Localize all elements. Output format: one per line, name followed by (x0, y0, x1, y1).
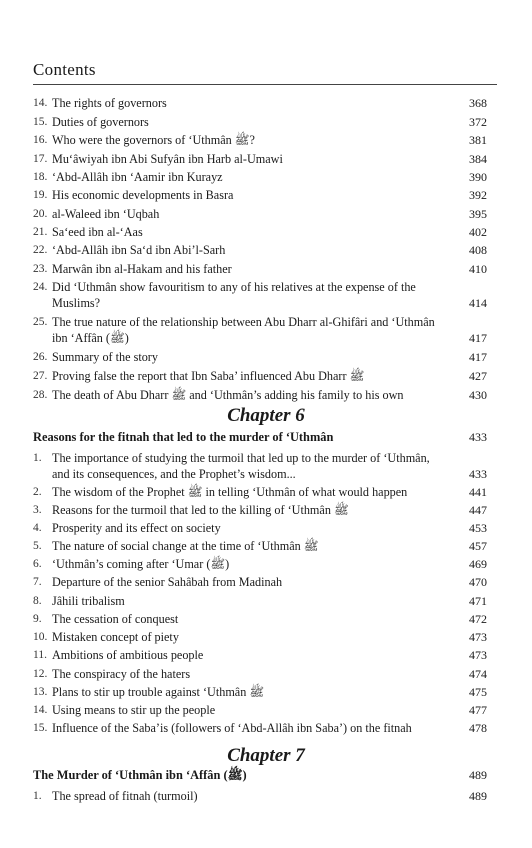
toc-entry-title: The nature of social change at the time of ‘Uthmân ﷺ (52, 539, 319, 553)
toc-entry-num: 11. (33, 649, 47, 661)
chapter-6-heading: Chapter 6 (227, 405, 305, 426)
toc-entry-num: 8. (33, 595, 42, 607)
toc-entry-title: Ambitions of ambitious people (52, 648, 204, 662)
section-page-number: 489 (469, 768, 487, 782)
toc-entry-page-number: 372 (469, 115, 487, 129)
toc-entry-title: The rights of governors (52, 96, 167, 110)
toc-entry-num: 6. (33, 558, 42, 570)
toc-entry-num: 26. (33, 351, 48, 363)
toc-entry-num: 12. (33, 668, 48, 680)
toc-entry-num: 4. (33, 522, 42, 534)
toc-entry-title: Marwân ibn al-Hakam and his father (52, 262, 232, 276)
toc-entry-title: ‘Abd-Allâh ibn ‘Aamir ibn Kurayz (52, 170, 223, 184)
chapter-6-section-title (33, 430, 487, 446)
toc-entry-title: Did ‘Uthmân show favouritism to any of his relatives at the expense of the Muslims? (52, 280, 416, 310)
toc-entry-num: 3. (33, 504, 42, 516)
toc-entry-num: 9. (33, 613, 42, 625)
toc-entry-title: His economic developments in Basra (52, 188, 234, 202)
toc-entry-num: 19. (33, 189, 48, 201)
toc-entry-title: Prosperity and its effect on society (52, 521, 221, 535)
page-title: Contents (33, 60, 96, 79)
toc-entry-num: 5. (33, 540, 42, 552)
toc-entry-num: 14. (33, 704, 48, 716)
toc-entry-page-number: 392 (469, 188, 487, 202)
toc-entry-num: 14. (33, 97, 48, 109)
header-rule (33, 84, 497, 85)
toc-entry-title: The wisdom of the Prophet ﷺ in telling ‘Uthmân of what would happen (52, 485, 408, 499)
toc-entry-num: 1. (33, 452, 42, 464)
toc-entry-title: The conspiracy of the haters (52, 667, 191, 681)
toc-entry-num: 2. (33, 486, 42, 498)
toc-entry-title: Plans to stir up trouble against ‘Uthmân ﷺ (52, 685, 265, 699)
chapter-7-section-title (33, 768, 487, 784)
section-title-text: Reasons for the fitnah that led to the murder of ‘Uthmân (33, 430, 334, 444)
toc-entry-page-number: 402 (469, 225, 487, 239)
toc-entry-page-number: 430 (469, 388, 487, 402)
toc-entry-title: Summary of the story (52, 350, 158, 364)
toc-entry-page-number: 384 (469, 152, 487, 166)
toc-entry-num: 13. (33, 686, 48, 698)
toc-entry-page-number: 381 (469, 133, 487, 147)
toc-entry-page-number: 408 (469, 243, 487, 257)
toc-entry-page-number: 395 (469, 207, 487, 221)
toc-entry-num: 18. (33, 171, 48, 183)
toc-entry-page-number: 473 (469, 630, 487, 644)
toc-entry-title: The spread of fitnah (turmoil) (52, 789, 198, 803)
toc-entry-title: Jâhili tribalism (52, 594, 125, 608)
toc-entry-num: 22. (33, 244, 48, 256)
toc-entry-page-number: 417 (469, 350, 487, 364)
toc-entry-num: 20. (33, 208, 48, 220)
toc-entry-page-number: 433 (469, 466, 487, 481)
toc-entry-num: 28. (33, 389, 48, 401)
toc-entry-title: Influence of the Saba’is (followers of ‘Abd-Allâh ibn Saba’) on the fitnah (52, 721, 412, 735)
toc-entry-page-number: 453 (469, 521, 487, 535)
toc-entry-num: 27. (33, 370, 48, 382)
toc-entry-num: 25. (33, 316, 48, 328)
toc-entry-page-number: 475 (469, 685, 487, 699)
toc-entry-page-number: 427 (469, 369, 487, 383)
toc-entry-title: Sa‘eed ibn al-‘Aas (52, 225, 143, 239)
toc-entry-page-number: 410 (469, 262, 487, 276)
toc-entry-title: Departure of the senior Sahâbah from Madinah (52, 575, 283, 589)
toc-entry-num: 24. (33, 281, 48, 293)
toc-entry-page-number: 471 (469, 594, 487, 608)
toc-entry-num: 15. (33, 116, 48, 128)
chapter-7-heading: Chapter 7 (227, 745, 305, 766)
toc-entry-num: 21. (33, 226, 48, 238)
toc-entry-page-number: 477 (469, 703, 487, 717)
toc-entry-page-number: 470 (469, 575, 487, 589)
toc-entry-title: Mistaken concept of piety (52, 630, 179, 644)
toc-entry-title: Duties of governors (52, 115, 149, 129)
toc-entry-title: ‘Uthmân’s coming after ‘Umar (ﷺ) (52, 557, 230, 571)
section-page-number: 433 (469, 430, 487, 444)
toc-entry-page-number: 469 (469, 557, 487, 571)
toc-entry-page-number: 474 (469, 667, 487, 681)
toc-entry-title: Who were the governors of ‘Uthmân ﷺ? (52, 133, 255, 147)
toc-entry-page-number: 417 (469, 330, 487, 345)
toc-entry-num: 17. (33, 153, 48, 165)
toc-entry-page-number: 478 (469, 721, 487, 735)
toc-entry-page-number: 441 (469, 485, 487, 499)
toc-entry-num: 7. (33, 576, 42, 588)
toc-entry-title: Reasons for the turmoil that led to the killing of ‘Uthmân ﷺ (52, 503, 349, 517)
toc-entry-title: al-Waleed ibn ‘Uqbah (52, 207, 160, 221)
toc-entry-title: ‘Abd-Allâh ibn Sa‘d ibn Abi’l-Sarh (52, 243, 226, 257)
toc-entry-num: 15. (33, 722, 48, 734)
toc-entry-page-number: 473 (469, 648, 487, 662)
toc-entry-page-number: 489 (469, 789, 487, 803)
toc-entry-title: Proving false the report that Ibn Saba’ influenced Abu Dharr ﷺ (52, 369, 365, 383)
toc-entry-page-number: 457 (469, 539, 487, 553)
toc-entry-num: 1. (33, 790, 42, 802)
toc-entry-page-number: 390 (469, 170, 487, 184)
toc-entry-page-number: 447 (469, 503, 487, 517)
toc-entry-title: The cessation of conquest (52, 612, 179, 626)
toc-entry-page-number: 414 (469, 295, 487, 310)
toc-entry-title: Mu‘âwiyah ibn Abi Sufyân ibn Harb al-Umawi (52, 152, 283, 166)
toc-entry-num: 16. (33, 134, 48, 146)
toc-entry-title: The importance of studying the turmoil that led up to the murder of ‘Uthmân, and its consequences, and the Prophet’s wisdom... (52, 451, 430, 481)
toc-entry-title: The death of Abu Dharr ﷺ and ‘Uthmân’s adding his family to his own (52, 388, 404, 402)
toc-entry-title: Using means to stir up the people (52, 703, 216, 717)
toc-entry-num: 10. (33, 631, 48, 643)
toc-entry-num: 23. (33, 263, 48, 275)
toc-entry-title: The true nature of the relationship between Abu Dharr al-Ghifâri and ‘Uthmân ibn ‘Affân (ﷺ) (52, 315, 435, 345)
toc-entry-page-number: 368 (469, 96, 487, 110)
section-title-text: The Murder of ‘Uthmân ibn ‘Affân (ﷺ) (33, 768, 247, 782)
toc-entry-page-number: 472 (469, 612, 487, 626)
